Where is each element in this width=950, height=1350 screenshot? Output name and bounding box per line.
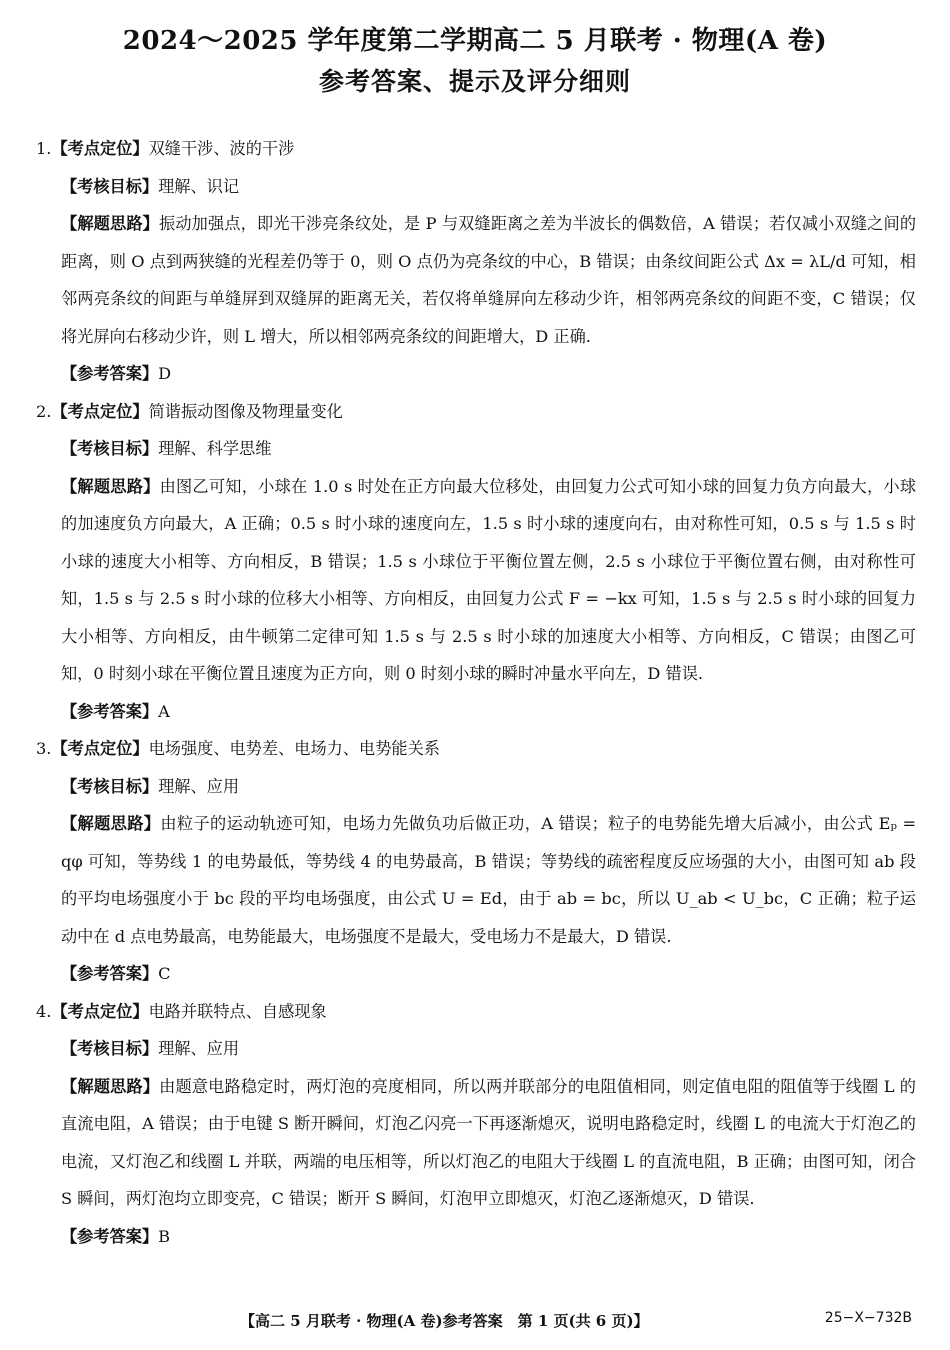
question-4 bbox=[36, 993, 916, 1256]
question-number: 2. bbox=[36, 401, 52, 421]
analysis-label: 【解题思路】 bbox=[61, 814, 161, 833]
answer-text: D bbox=[158, 364, 172, 383]
footer-page-info: 【高二 5 月联考 · 物理(A 卷)参考答案 第 1 页(共 6 页)】 bbox=[240, 1312, 649, 1330]
answer-text: C bbox=[158, 964, 171, 983]
goal-text: 理解、应用 bbox=[158, 1039, 240, 1058]
goal-text: 理解、识记 bbox=[158, 176, 240, 196]
question-2 bbox=[36, 393, 916, 731]
focus-text: 电路并联特点、自感现象 bbox=[148, 1001, 327, 1021]
analysis-text: 由图乙可知，小球在 1.0 s 时处在正方向最大位移处，由回复力公式可知小球的回复力负方向最大，小球的加速度负方向最大，A 正确；0.5 s 时小球的速度向左，1.5 s 时小球的速度向右，由对称性可知，0.5 s 与 1.5 s 时小球的速度大小相等、方向相反，B 错误；1.5 s 小球位于平衡位置左侧，2.5 s 小球位于平衡位置右侧，由对称性可知，1.5 s 与 2.5 s 时小球的位移大小相等、方向相反，由回复力公式 F = −kx 可知，1.5 s 与 2.5 s 时小球的回复力大小相等、方向相反，由牛顿第二定律可知 1.5 s 与 2.5 s 时小球的加速度大小相等、方向相反，C 错误；由图乙可知，0 时刻小球在平衡位置且速度为正方向，则 0 时刻小球的瞬时冲量水平向左，D 错误. bbox=[61, 476, 917, 683]
goal-label: 【考核目标】 bbox=[61, 176, 159, 196]
focus-label: 【考点定位】 bbox=[51, 739, 149, 758]
analysis-label: 【解题思路】 bbox=[61, 1076, 160, 1096]
focus-text: 双缝干涉、波的干涉 bbox=[148, 139, 295, 158]
answer-label: 【参考答案】 bbox=[61, 1226, 159, 1246]
focus-label: 【考点定位】 bbox=[51, 1001, 149, 1021]
focus-label: 【考点定位】 bbox=[51, 139, 149, 158]
page-subtitle: 参考答案、提示及评分细则 bbox=[318, 67, 631, 96]
answer-label: 【参考答案】 bbox=[61, 701, 159, 721]
goal-text: 理解、应用 bbox=[158, 776, 240, 796]
question-number: 1. bbox=[36, 139, 52, 158]
answer-text: A bbox=[158, 701, 170, 721]
focus-text: 简谐振动图像及物理量变化 bbox=[148, 401, 343, 421]
analysis-label: 【解题思路】 bbox=[61, 214, 160, 233]
question-number: 4. bbox=[36, 1001, 52, 1021]
page-title: 2024～2025 学年度第二学期高二 5 月联考 · 物理(A 卷) bbox=[122, 26, 828, 56]
analysis-label: 【解题思路】 bbox=[61, 476, 160, 496]
answer-text: B bbox=[158, 1226, 171, 1246]
question-number: 3. bbox=[36, 739, 52, 758]
analysis-text: 振动加强点，即光干涉亮条纹处，是 P 与双缝距离之差为半波长的偶数倍，A 错误；若仅减小双缝之间的距离，则 O 点到两狭缝的光程差仍等于 0，则 O 点仍为亮条纹的中心，B 错误；由条纹间距公式 Δx = λL/d 可知，相邻两亮条纹的间距与单缝屏到双缝屏的距离无关，若仅将单缝屏向左移动少许，相邻两亮条纹的间距不变，C 错误；仅将光屏向右移动少许，则 L 增大，所以相邻两亮条纹的间距增大，D 正确. bbox=[61, 214, 917, 346]
answer-content bbox=[36, 130, 916, 1255]
goal-label: 【考核目标】 bbox=[61, 1039, 159, 1058]
focus-label: 【考点定位】 bbox=[51, 401, 149, 421]
goal-label: 【考核目标】 bbox=[61, 439, 159, 458]
page-footer bbox=[0, 1310, 950, 1340]
goal-label: 【考核目标】 bbox=[61, 776, 159, 796]
answer-label: 【参考答案】 bbox=[61, 964, 159, 983]
analysis-text: 由粒子的运动轨迹可知，电场力先做负功后做正功，A 错误；粒子的电势能先增大后减小，由公式 Eₚ = qφ 可知，等势线 1 的电势最低，等势线 4 的电势最高，B 错误；等势线的疏密程度反应场强的大小，由图可知 ab 段的平均电场强度小于 bc 段的平均电场强度，由公式 U = Ed，由于 ab = bc，所以 U_ab < U_bc，C 正确；粒子运动中在 d 点电势最高，电势能最大，电场强度不是最大，受电场力不是最大，D 错误. bbox=[61, 814, 917, 946]
footer-code: 25−X−732B bbox=[824, 1310, 912, 1326]
analysis-text: 由题意电路稳定时，两灯泡的亮度相同，所以两并联部分的电阻值相同，则定值电阻的阻值等于线圈 L 的直流电阻，A 错误；由于电键 S 断开瞬间，灯泡乙闪亮一下再逐渐熄灭，说明电路稳定时，线圈 L 的电流大于灯泡乙的电流，又灯泡乙和线圈 L 并联，两端的电压相等，所以灯泡乙的电阻大于线圈 L 的直流电阻，B 正确；由图可知，闭合 S 瞬间，两灯泡均立即变亮，C 错误；断开 S 瞬间，灯泡甲立即熄灭，灯泡乙逐渐熄灭，D 错误. bbox=[61, 1076, 916, 1208]
question-1 bbox=[36, 130, 916, 393]
question-3 bbox=[36, 730, 916, 993]
answer-label: 【参考答案】 bbox=[61, 364, 159, 383]
focus-text: 电场强度、电势差、电场力、电势能关系 bbox=[148, 739, 440, 758]
goal-text: 理解、科学思维 bbox=[158, 439, 272, 458]
